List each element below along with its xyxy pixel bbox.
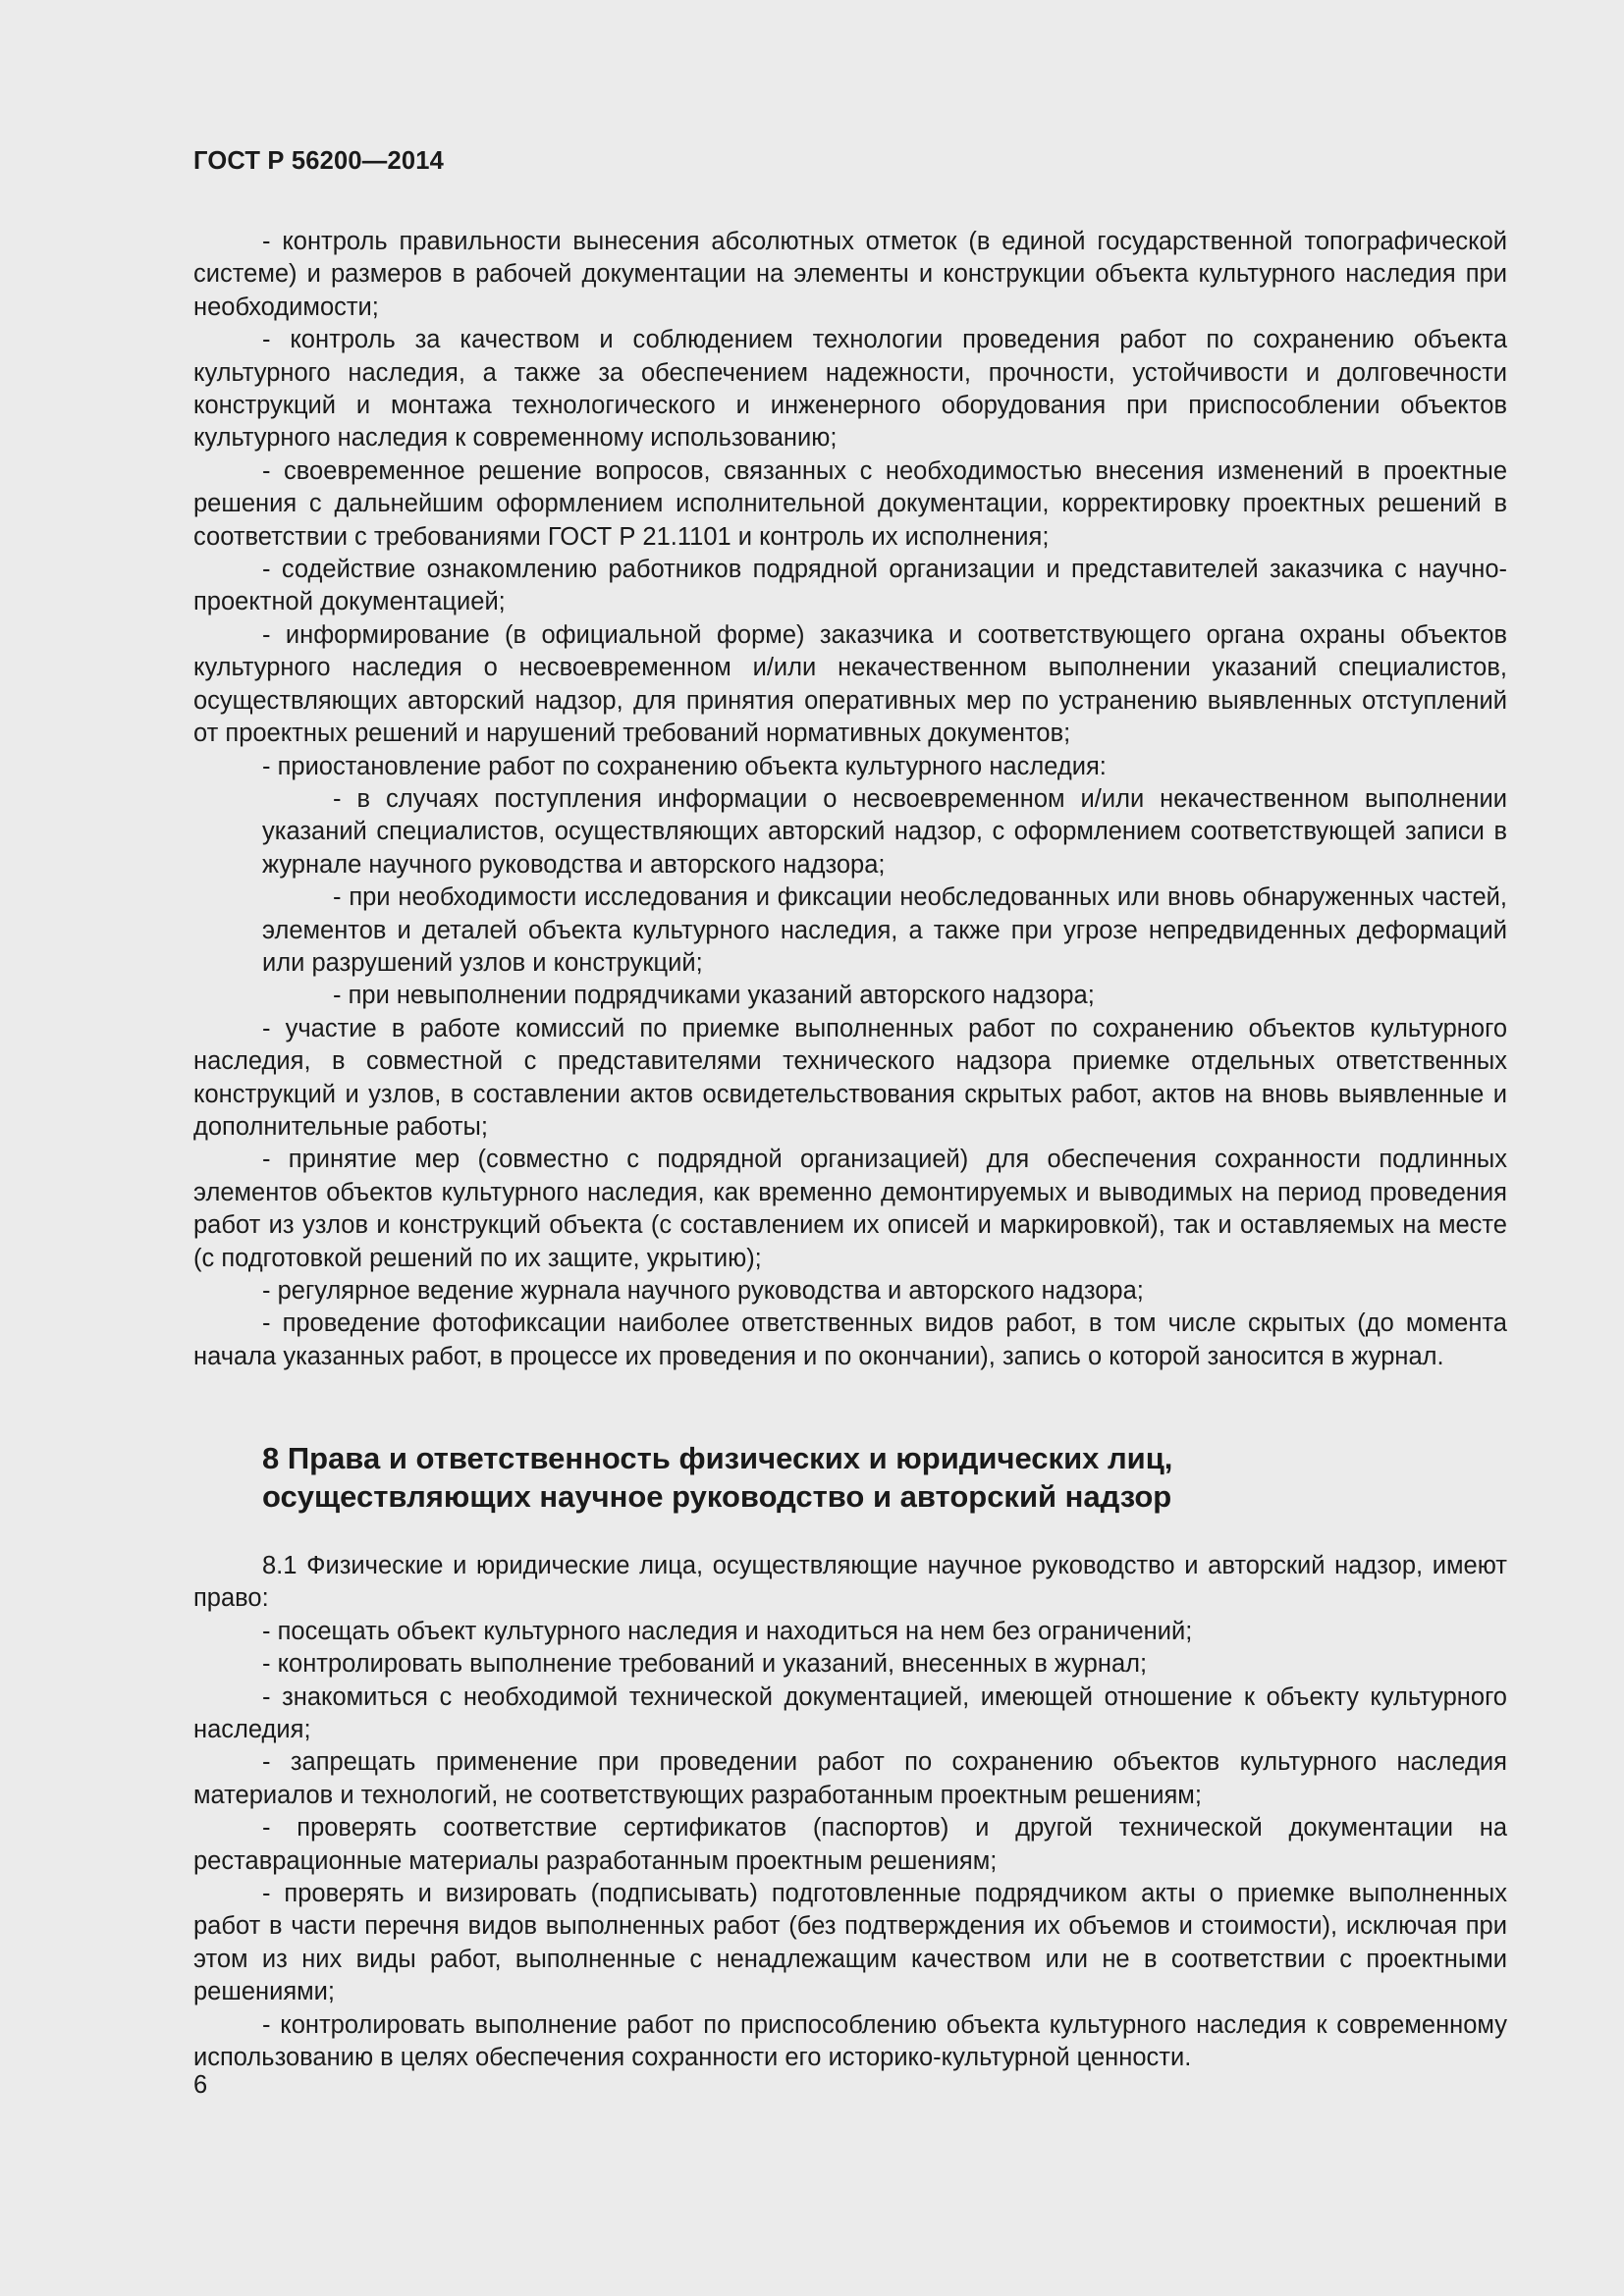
page-number: 6 [193, 2071, 208, 2099]
paragraph: - содействие ознакомлению работников подрядной организации и представителей заказчика с научно-проектной документацией; [193, 556, 1507, 616]
paragraph: - контролировать выполнение требований и указаний, внесенных в журнал; [262, 1650, 1148, 1679]
paragraph: - проверять и визировать (подписывать) подготовленные подрядчиком акты о приемке выполненных работ в части перечня видов выполненных работ (без подтверждения их объемов и стоимости), исключая при этом из них виды работ, выполненные с ненадлежащим качеством или не в соответствии с проектными решениями; [193, 1880, 1507, 2006]
paragraph: - регулярное ведение журнала научного руководства и авторского надзора; [262, 1277, 1144, 1305]
paragraph: - контроль за качеством и соблюдением технологии проведения работ по сохранению объекта культурного наследия, а также за обеспечением надежности, прочности, устойчивости и долговечности конструкций и монтажа технологического и инженерного оборудования при приспособлении объектов культурного наследия к современному использованию; [193, 326, 1507, 453]
section-8-list [193, 1550, 1507, 2075]
paragraph: - информирование (в официальной форме) заказчика и соответствующего органа охраны объектов культурного наследия о несвоевременном и/или некачественном выполнении указаний специалистов, осуществляющих авторский надзор, для принятия оперативных мер по устранению выявленных отступлений от проектных решений и нарушений требований нормативных документов; [193, 620, 1507, 748]
paragraph: - контроль правильности вынесения абсолютных отметок (в единой государственной топографической системе) и размеров в рабочей документации на элементы и конструкции объекта культурного наследия при необходимости; [193, 228, 1507, 321]
paragraph: - приостановление работ по сохранению объекта культурного наследия: [262, 752, 1107, 780]
paragraph: - своевременное решение вопросов, связанных с необходимостью внесения изменений в проектные решения с дальнейшим оформлением исполнительной документации, корректировку проектных решений в соответствии с требованиями ГОСТ Р 21.1101 и контроль их исполнения; [193, 456, 1507, 551]
paragraph: - посещать объект культурного наследия и находиться на нем без ограничений; [262, 1617, 1193, 1645]
paragraph: - принятие мер (совместно с подрядной организацией) для обеспечения сохранности подлинных элементов объектов культурного наследия, как временно демонтируемых и выводимых на период проведения работ из узлов и конструкций объекта (с составлением их описей и маркировкой), так и оставляемых на месте (с подготовкой решений по их защите, укрытию); [193, 1146, 1507, 1272]
sub-paragraph: - при невыполнении подрядчиками указаний авторского надзора; [333, 982, 1095, 1010]
sub-paragraph: - в случаях поступления информации о несвоевременном и/или некачественном выполнении указаний специалистов, осуществляющих авторский надзор, с оформлением соответствующей записи в журнале научного руководства и авторского надзора; [262, 784, 1507, 879]
paragraph: - проведение фотофиксации наиболее ответственных видов работ, в том числе скрытых (до момента начала указанных работ, в процессе их проведения и по окончании), запись о которой заносится в журнал. [193, 1309, 1507, 1370]
section-7-list [193, 226, 1507, 1373]
sub-paragraph: - при необходимости исследования и фиксации необследованных или вновь обнаруженных частей, элементов и деталей объекта культурного наследия, а также при угрозе непредвиденных деформаций или разрушений узлов и конструкций; [262, 883, 1507, 977]
paragraph: - контролировать выполнение работ по приспособлению объекта культурного наследия к современному использованию в целях обеспечения сохранности его историко-культурной ценности. [193, 2010, 1507, 2072]
section-heading-line: 8 Права и ответственность физических и юридических лиц, [262, 1441, 1173, 1475]
paragraph: - проверять соответствие сертификатов (паспортов) и другой технической документации на реставрационные материалы разработанным проектным решениям; [193, 1814, 1507, 1875]
section-heading-line: осуществляющих научное руководство и авторский надзор [262, 1479, 1172, 1514]
document-code-header: ГОСТ Р 56200—2014 [193, 147, 445, 175]
section-8-heading [262, 1439, 1440, 1516]
paragraph: - участие в работе комиссий по приемке выполненных работ по сохранению объектов культурного наследия, в совместной с представителями технического надзора приемке отдельных ответственных конструкций и узлов, в составлении актов освидетельствования скрытых работ, актов на вновь выявленные и дополнительные работы; [193, 1014, 1507, 1141]
paragraph: 8.1 Физические и юридические лица, осуществляющие научное руководство и авторский надзор, имеют право: [193, 1552, 1507, 1613]
paragraph: - знакомиться с необходимой технической документацией, имеющей отношение к объекту культурного наследия; [193, 1682, 1507, 1744]
paragraph: - запрещать применение при проведении работ по сохранению объектов культурного наследия материалов и технологий, не соответствующих разработанным проектным решениям; [193, 1748, 1507, 1809]
